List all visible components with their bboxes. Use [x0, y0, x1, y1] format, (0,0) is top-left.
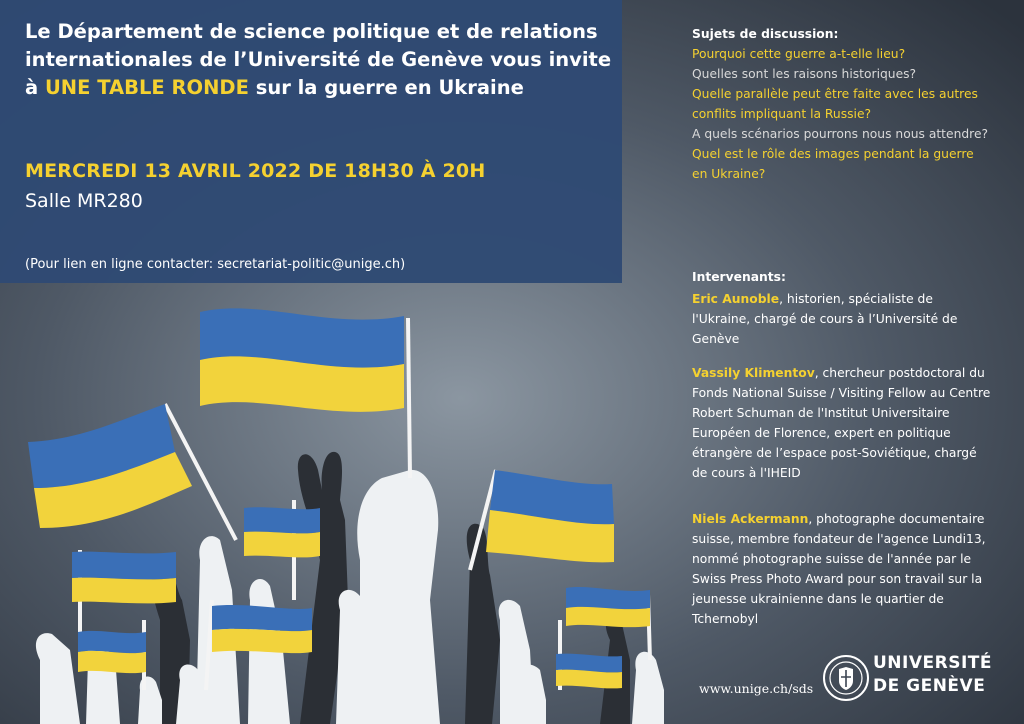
title-text-part2: sur la guerre en Ukraine: [248, 76, 524, 99]
speaker-name: Vassily Klimentov: [692, 366, 815, 380]
topic-item: Quelles sont les raisons historiques?: [692, 67, 917, 81]
topic-item: Pourquoi cette guerre a-t-elle lieu?: [692, 47, 906, 61]
speakers-heading: Intervenants:: [692, 270, 786, 284]
speaker-entry: [692, 289, 992, 349]
topic-item: Quelle parallèle peut être faite avec les autres conflits impliquant la Russie?: [692, 87, 978, 121]
topic-item: A quels scénarios pourrons nous nous attendre?: [692, 127, 989, 141]
speaker-description: , historien, spécialiste de l'Ukraine, chargé de cours à l’Université de Genève: [692, 292, 958, 346]
title-text-part1: Le Département de science politique et de relations internationales de l’Université de Genève vous invite à: [25, 20, 612, 99]
event-date: MERCREDI 13 AVRIL 2022 DE 18H30 À 20H: [25, 160, 486, 182]
event-room: Salle MR280: [25, 190, 143, 212]
speaker-name: Niels Ackermann: [692, 512, 809, 526]
topics-section: [692, 24, 992, 184]
topics-heading: Sujets de discussion:: [692, 27, 839, 41]
university-name: [873, 652, 992, 698]
university-name-line2: DE GENÈVE: [873, 676, 986, 696]
speaker-entry: [692, 509, 992, 629]
speakers-section: [692, 267, 992, 629]
speaker-name: Eric Aunoble: [692, 292, 780, 306]
topic-item: Quel est le rôle des images pendant la guerre en Ukraine?: [692, 147, 974, 181]
speaker-description: , chercheur postdoctoral du Fonds National Suisse / Visiting Fellow au Centre Robert Schuman de l'Institut Universitaire Européen de Florence, expert en politique étrangère de l’espace post-Soviétique, chargé de cours à l'IHEID: [692, 366, 991, 480]
speaker-description: , photographe documentaire suisse, membre fondateur de l'agence Lundi13, nommé photographe suisse de l'année par le Swiss Press Photo Award pour son travail sur la jeunesse ukrainienne dans le quartier de Tchernobyl: [692, 512, 986, 626]
website-link[interactable]: www.unige.ch/sds: [699, 681, 814, 696]
event-title: [25, 18, 615, 102]
speaker-entry: [692, 363, 992, 483]
university-name-line1: UNIVERSITÉ: [873, 653, 992, 673]
university-seal-icon: [822, 654, 870, 702]
title-highlight: UNE TABLE RONDE: [44, 76, 249, 99]
online-contact-note: (Pour lien en ligne contacter: secretariat-politic@unige.ch): [25, 257, 406, 272]
